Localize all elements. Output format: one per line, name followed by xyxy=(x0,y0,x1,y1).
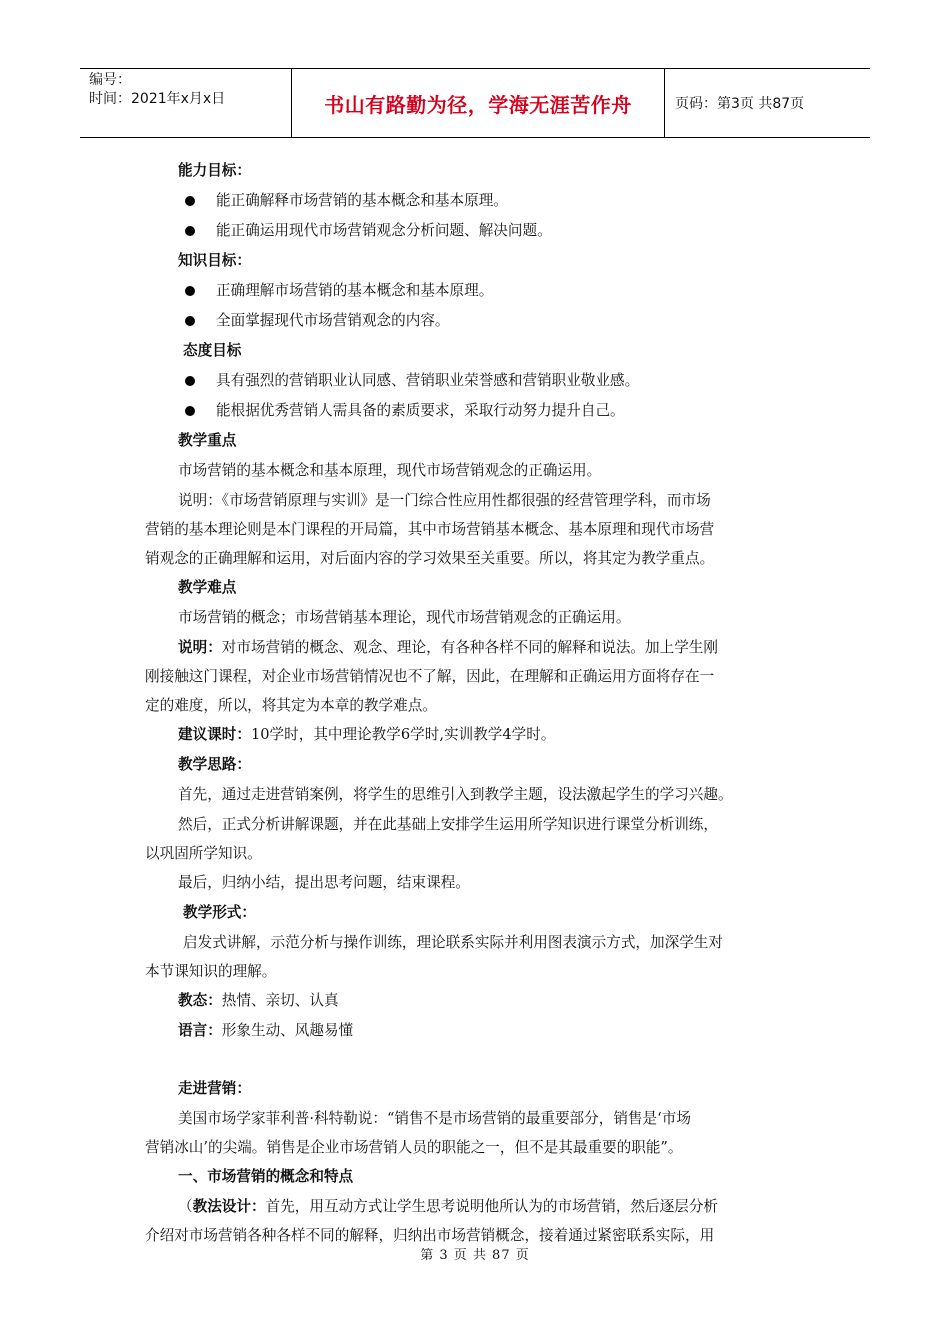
difficulties-note-label: 说明： xyxy=(178,639,222,656)
list-item: 能正确运用现代市场营销观念分析问题、解决问题。 xyxy=(145,216,810,246)
intro-line: 美国市场学家菲利普·科特勒说：“销售不是市场营销的最重要部分，销售是‘市场 xyxy=(178,1110,691,1127)
ability-goal-title: 能力目标： xyxy=(178,162,251,179)
section-method: （教法设计：首先，用互动方式让学生思考说明他所认为的市场营销，然后逐层分析 xyxy=(178,1198,719,1215)
bullet-icon xyxy=(185,376,195,386)
key-points-note: 说明：《市场营销原理与实训》是一门综合性应用性都很强的经营管理学科，而市场 xyxy=(178,492,711,509)
list-item: 能正确解释市场营销的基本概念和基本原理。 xyxy=(145,186,810,216)
page-header xyxy=(80,68,870,138)
bullet-icon xyxy=(185,406,195,416)
header-motto: 书山有路勤为径，学海无涯苦作舟 xyxy=(292,69,665,137)
header-date-label: 时间：2021年x月x日 xyxy=(89,91,226,107)
approach-line: 首先，通过走进营销案例，将学生的思维引入到教学主题，设法激起学生的学习兴趣。 xyxy=(178,786,733,803)
header-page-info: 页码：第3页 共87页 xyxy=(675,96,805,112)
intro-line: 营销冰山’的尖端。销售是企业市场营销人员的职能之一，但不是其最重要的职能”。 xyxy=(145,1139,683,1156)
list-item: 能根据优秀营销人需具备的素质要求，采取行动努力提升自己。 xyxy=(145,396,810,426)
form-line: 本节课知识的理解。 xyxy=(145,963,277,980)
approach-title: 教学思路： xyxy=(178,756,251,773)
document-body xyxy=(145,156,810,1250)
key-points-text: 市场营销的基本概念和基本原理，现代市场营销观念的正确运用。 xyxy=(178,462,602,479)
bullet-icon xyxy=(185,286,195,296)
section-heading: 一、市场营销的概念和特点 xyxy=(178,1168,354,1185)
approach-line: 以巩固所学知识。 xyxy=(145,845,262,862)
suggested-hours-label: 建议课时： xyxy=(178,726,251,743)
manner: 教态：热情、亲切、认真 xyxy=(178,992,339,1009)
difficulties-title: 教学难点 xyxy=(178,579,237,596)
language: 语言：形象生动、风趣易懂 xyxy=(178,1022,354,1039)
approach-line: 然后，正式分析讲解课题，并在此基础上安排学生运用所学知识进行课堂分析训练， xyxy=(178,816,718,833)
bullet-icon xyxy=(185,196,195,206)
knowledge-goal-title: 知识目标： xyxy=(178,252,251,269)
suggested-hours: 建议课时：10学时，其中理论教学6学时,实训教学4学时。 xyxy=(178,726,556,743)
list-item: 正确理解市场营销的基本概念和基本原理。 xyxy=(145,276,810,306)
language-label: 语言： xyxy=(178,1022,222,1039)
manner-label: 教态： xyxy=(178,992,222,1009)
difficulties-note: 定的难度，所以，将其定为本章的教学难点。 xyxy=(145,697,437,714)
key-points-note: 营销的基本理论则是本门课程的开局篇，其中市场营销基本概念、基本原理和现代市场营 xyxy=(145,521,715,538)
form-title: 教学形式： xyxy=(183,904,256,921)
attitude-goal-title: 态度目标 xyxy=(183,342,242,359)
header-number-label: 编号： xyxy=(89,72,131,88)
list-item: 具有强烈的营销职业认同感、营销职业荣誉感和营销职业敬业感。 xyxy=(145,366,810,396)
header-meta xyxy=(80,69,292,137)
page-footer: 第 3 页 共 87 页 xyxy=(420,1248,530,1263)
method-label: 教法设计： xyxy=(192,1198,266,1215)
key-points-title: 教学重点 xyxy=(178,432,237,449)
list-item: 全面掌握现代市场营销观念的内容。 xyxy=(145,306,810,336)
bullet-icon xyxy=(185,226,195,236)
key-points-note: 销观念的正确理解和运用，对后面内容的学习效果至关重要。所以，将其定为教学重点。 xyxy=(145,550,715,567)
difficulties-note: 说明：对市场营销的概念、观念、理论，有各种各样不同的解释和说法。加上学生刚 xyxy=(178,639,718,656)
difficulties-text: 市场营销的概念；市场营销基本理论，现代市场营销观念的正确运用。 xyxy=(178,609,631,626)
bullet-icon xyxy=(185,316,195,326)
form-line: 启发式讲解，示范分析与操作训练，理论联系实际并利用图表演示方式，加深学生对 xyxy=(183,934,723,951)
intro-title: 走进营销： xyxy=(178,1080,251,1097)
section-method: 介绍对市场营销各种各样不同的解释，归纳出市场营销概念，接着通过紧密联系实际，用 xyxy=(145,1227,715,1244)
difficulties-note: 刚接触这门课程，对企业市场营销情况也不了解，因此，在理解和正确运用方面将存在一 xyxy=(145,668,715,685)
approach-line: 最后，归纳小结，提出思考问题，结束课程。 xyxy=(178,874,470,891)
